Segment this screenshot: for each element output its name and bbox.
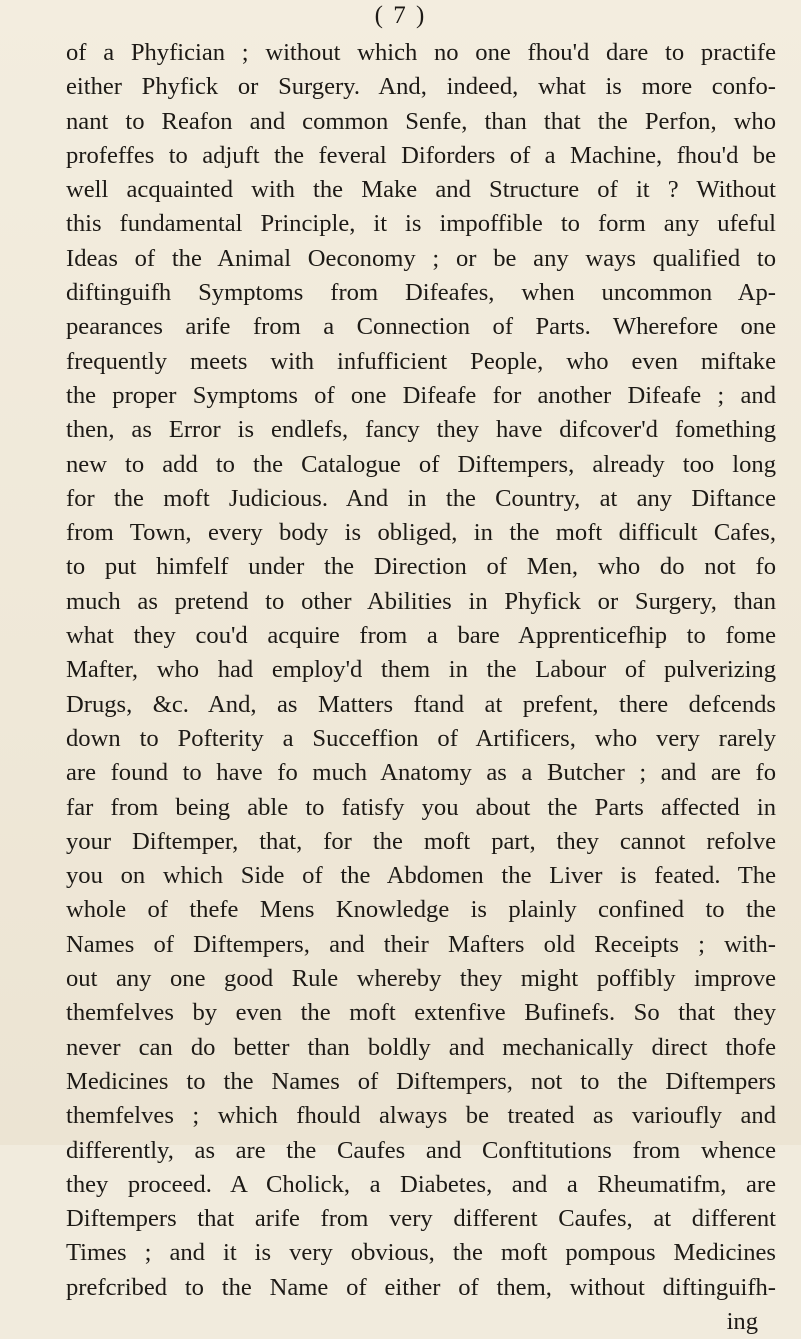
text-line: they proceed. A Cholick, a Diabetes, and a Rheumatifm, are [66,1170,776,1198]
text-line: never can do better than boldly and mechanically direct thofe [66,1033,776,1061]
text-line: much as pretend to other Abilities in Phyfick or Surgery, than [66,587,776,615]
text-line: what they cou'd acquire from a bare Apprenticefhip to fome [66,622,776,650]
text-line: to put himfelf under the Direction of Men, who do not fo [66,553,776,581]
text-line: Diftempers that arife from very different Caufes, at different [66,1205,776,1233]
text-line: Names of Diftempers, and their Mafters old Receipts ; with- [66,930,776,958]
text-line: the proper Symptoms of one Difeafe for another Difeafe ; and [66,381,776,409]
catchword-line [66,1305,776,1339]
text-line: Times ; and it is very obvious, the moft pompous Medicines [66,1239,776,1267]
text-line: pearances arife from a Connection of Parts. Wherefore one [66,313,776,341]
text-line: this fundamental Principle, it is impoffible to form any ufeful [66,210,776,238]
text-line: prefcribed to the Name of either of them, without diftinguifh- [66,1273,776,1301]
text-line: for the moft Judicious. And in the Country, at any Diftance [66,484,776,512]
text-line: either Phyfick or Surgery. And, indeed, what is more confo- [66,73,776,101]
text-line: well acquainted with the Make and Structure of it ? Without [66,176,776,204]
text-line: down to Pofterity a Succeffion of Artificers, who very rarely [66,724,776,752]
text-line: your Diftemper, that, for the moft part, they cannot refolve [66,827,776,855]
text-line: frequently meets with infufficient People, who even miftake [66,347,776,375]
text-line: themfelves ; which fhould always be treated as varioufly and [66,1102,776,1130]
text-line: Drugs, &c. And, as Matters ftand at prefent, there defcends [66,690,776,718]
body-text [66,36,776,1339]
text-line: Medicines to the Names of Diftempers, not to the Diftempers [66,1067,776,1095]
text-line: then, as Error is endlefs, fancy they have difcover'd fomething [66,416,776,444]
text-line: profeffes to adjuft the feveral Diforders of a Machine, fhou'd be [66,141,776,169]
page-number: ( 7 ) [374,2,427,29]
catchword: ing [726,1307,758,1335]
text-line: from Town, every body is obliged, in the moft difficult Cafes, [66,519,776,547]
text-line: whole of thefe Mens Knowledge is plainly confined to the [66,896,776,924]
text-line: differently, as are the Caufes and Conftitutions from whence [66,1136,776,1164]
text-line: out any one good Rule whereby they might poffibly improve [66,965,776,993]
text-line: far from being able to fatisfy you about the Parts affected in [66,793,776,821]
text-line: new to add to the Catalogue of Diftempers, already too long [66,450,776,478]
text-line: of a Phyfician ; without which no one fhou'd dare to practife [66,39,776,66]
text-line: you on which Side of the Abdomen the Liver is feated. The [66,862,776,890]
text-line: Mafter, who had employ'd them in the Labour of pulverizing [66,656,776,684]
text-line: nant to Reafon and common Senfe, than that the Perfon, who [66,107,776,135]
text-line: Ideas of the Animal Oeconomy ; or be any ways qualified to [66,244,776,272]
text-line: diftinguifh Symptoms from Difeafes, when uncommon Ap- [66,279,776,307]
text-line: are found to have fo much Anatomy as a Butcher ; and are fo [66,759,776,787]
text-line: themfelves by even the moft extenfive Bufinefs. So that they [66,999,776,1027]
